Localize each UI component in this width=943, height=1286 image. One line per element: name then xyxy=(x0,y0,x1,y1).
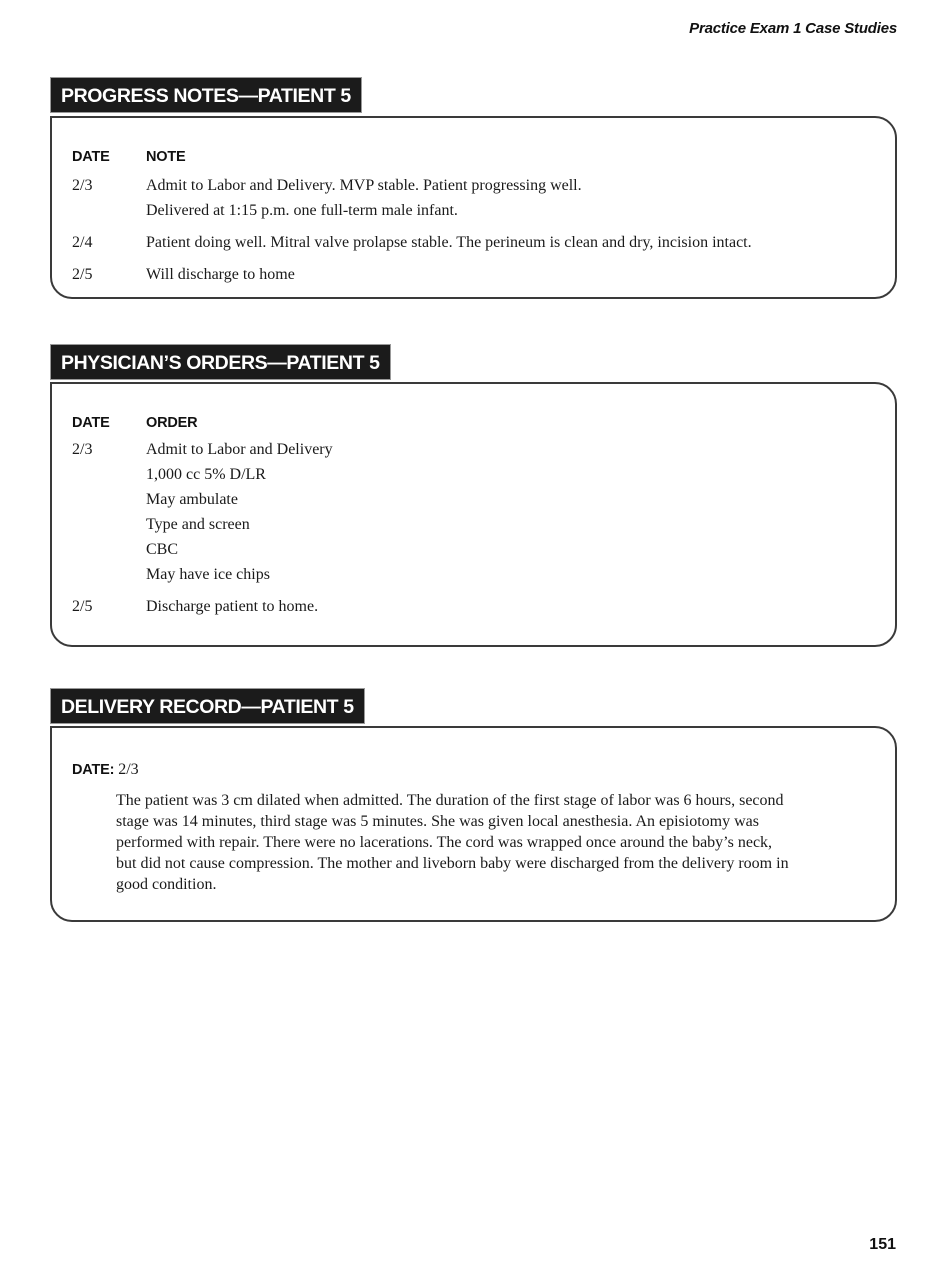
delivery-record-narrative xyxy=(116,790,875,895)
physician-order-text: Discharge patient to home. xyxy=(146,598,319,615)
delivery-record-date-value: 2/3 xyxy=(118,761,139,778)
progress-note-row xyxy=(72,262,875,287)
physician-order-text: Type and screen xyxy=(146,516,250,533)
physician-order-text: CBC xyxy=(146,541,179,558)
progress-note-row xyxy=(72,230,875,255)
delivery-record-date-line xyxy=(72,758,875,782)
progress-note-date: 2/4 xyxy=(72,234,93,251)
delivery-record-title: DELIVERY RECORD—PATIENT 5 xyxy=(50,688,365,724)
physician-order-text: May ambulate xyxy=(146,491,238,508)
delivery-record-box xyxy=(50,726,897,922)
progress-note-text: Patient doing well. Mitral valve prolapse stable. The perineum is clean and dry, incision intact. xyxy=(146,234,752,251)
progress-notes-note-header: NOTE xyxy=(146,149,186,165)
progress-notes-box xyxy=(50,116,897,299)
progress-note-text: Delivered at 1:15 p.m. one full-term male infant. xyxy=(146,202,458,219)
progress-notes-header-row xyxy=(72,149,875,165)
progress-notes-date-header: DATE xyxy=(72,149,110,165)
physician-orders-header-row xyxy=(72,415,875,431)
page-number: 151 xyxy=(869,1236,896,1253)
delivery-record-text: performed with repair. There were no lacerations. The cord was wrapped once around the baby’s neck, xyxy=(116,834,773,851)
running-head: Practice Exam 1 Case Studies xyxy=(689,20,897,37)
physician-order-text: Admit to Labor and Delivery xyxy=(146,441,333,458)
physician-orders-title: PHYSICIAN’S ORDERS—PATIENT 5 xyxy=(50,344,391,380)
delivery-record-date-label: DATE: xyxy=(72,762,115,778)
delivery-record-text: The patient was 3 cm dilated when admitted. The duration of the first stage of labor was 6 hours, second xyxy=(116,792,784,809)
progress-notes-title: PROGRESS NOTES—PATIENT 5 xyxy=(50,77,362,113)
delivery-record-text: stage was 14 minutes, third stage was 5 minutes. She was given local anesthesia. An episiotomy was xyxy=(116,813,759,830)
physician-orders-date-header: DATE xyxy=(72,415,110,431)
delivery-record-text: good condition. xyxy=(116,876,217,893)
progress-note-date: 2/3 xyxy=(72,177,93,194)
progress-note-text: Admit to Labor and Delivery. MVP stable. Patient progressing well. xyxy=(146,177,582,194)
physician-order-row xyxy=(72,437,875,587)
progress-note-text: Will discharge to home xyxy=(146,266,295,283)
physician-order-text: May have ice chips xyxy=(146,566,270,583)
progress-note-date: 2/5 xyxy=(72,266,93,283)
delivery-record-text: but did not cause compression. The mother and liveborn baby were discharged from the delivery room in xyxy=(116,855,789,872)
physician-orders-order-header: ORDER xyxy=(146,415,198,431)
physician-orders-box xyxy=(50,382,897,647)
progress-note-row xyxy=(72,173,875,223)
physician-order-date: 2/3 xyxy=(72,441,93,458)
physician-order-row xyxy=(72,594,875,619)
physician-order-text: 1,000 cc 5% D/LR xyxy=(146,466,266,483)
physician-order-date: 2/5 xyxy=(72,598,93,615)
